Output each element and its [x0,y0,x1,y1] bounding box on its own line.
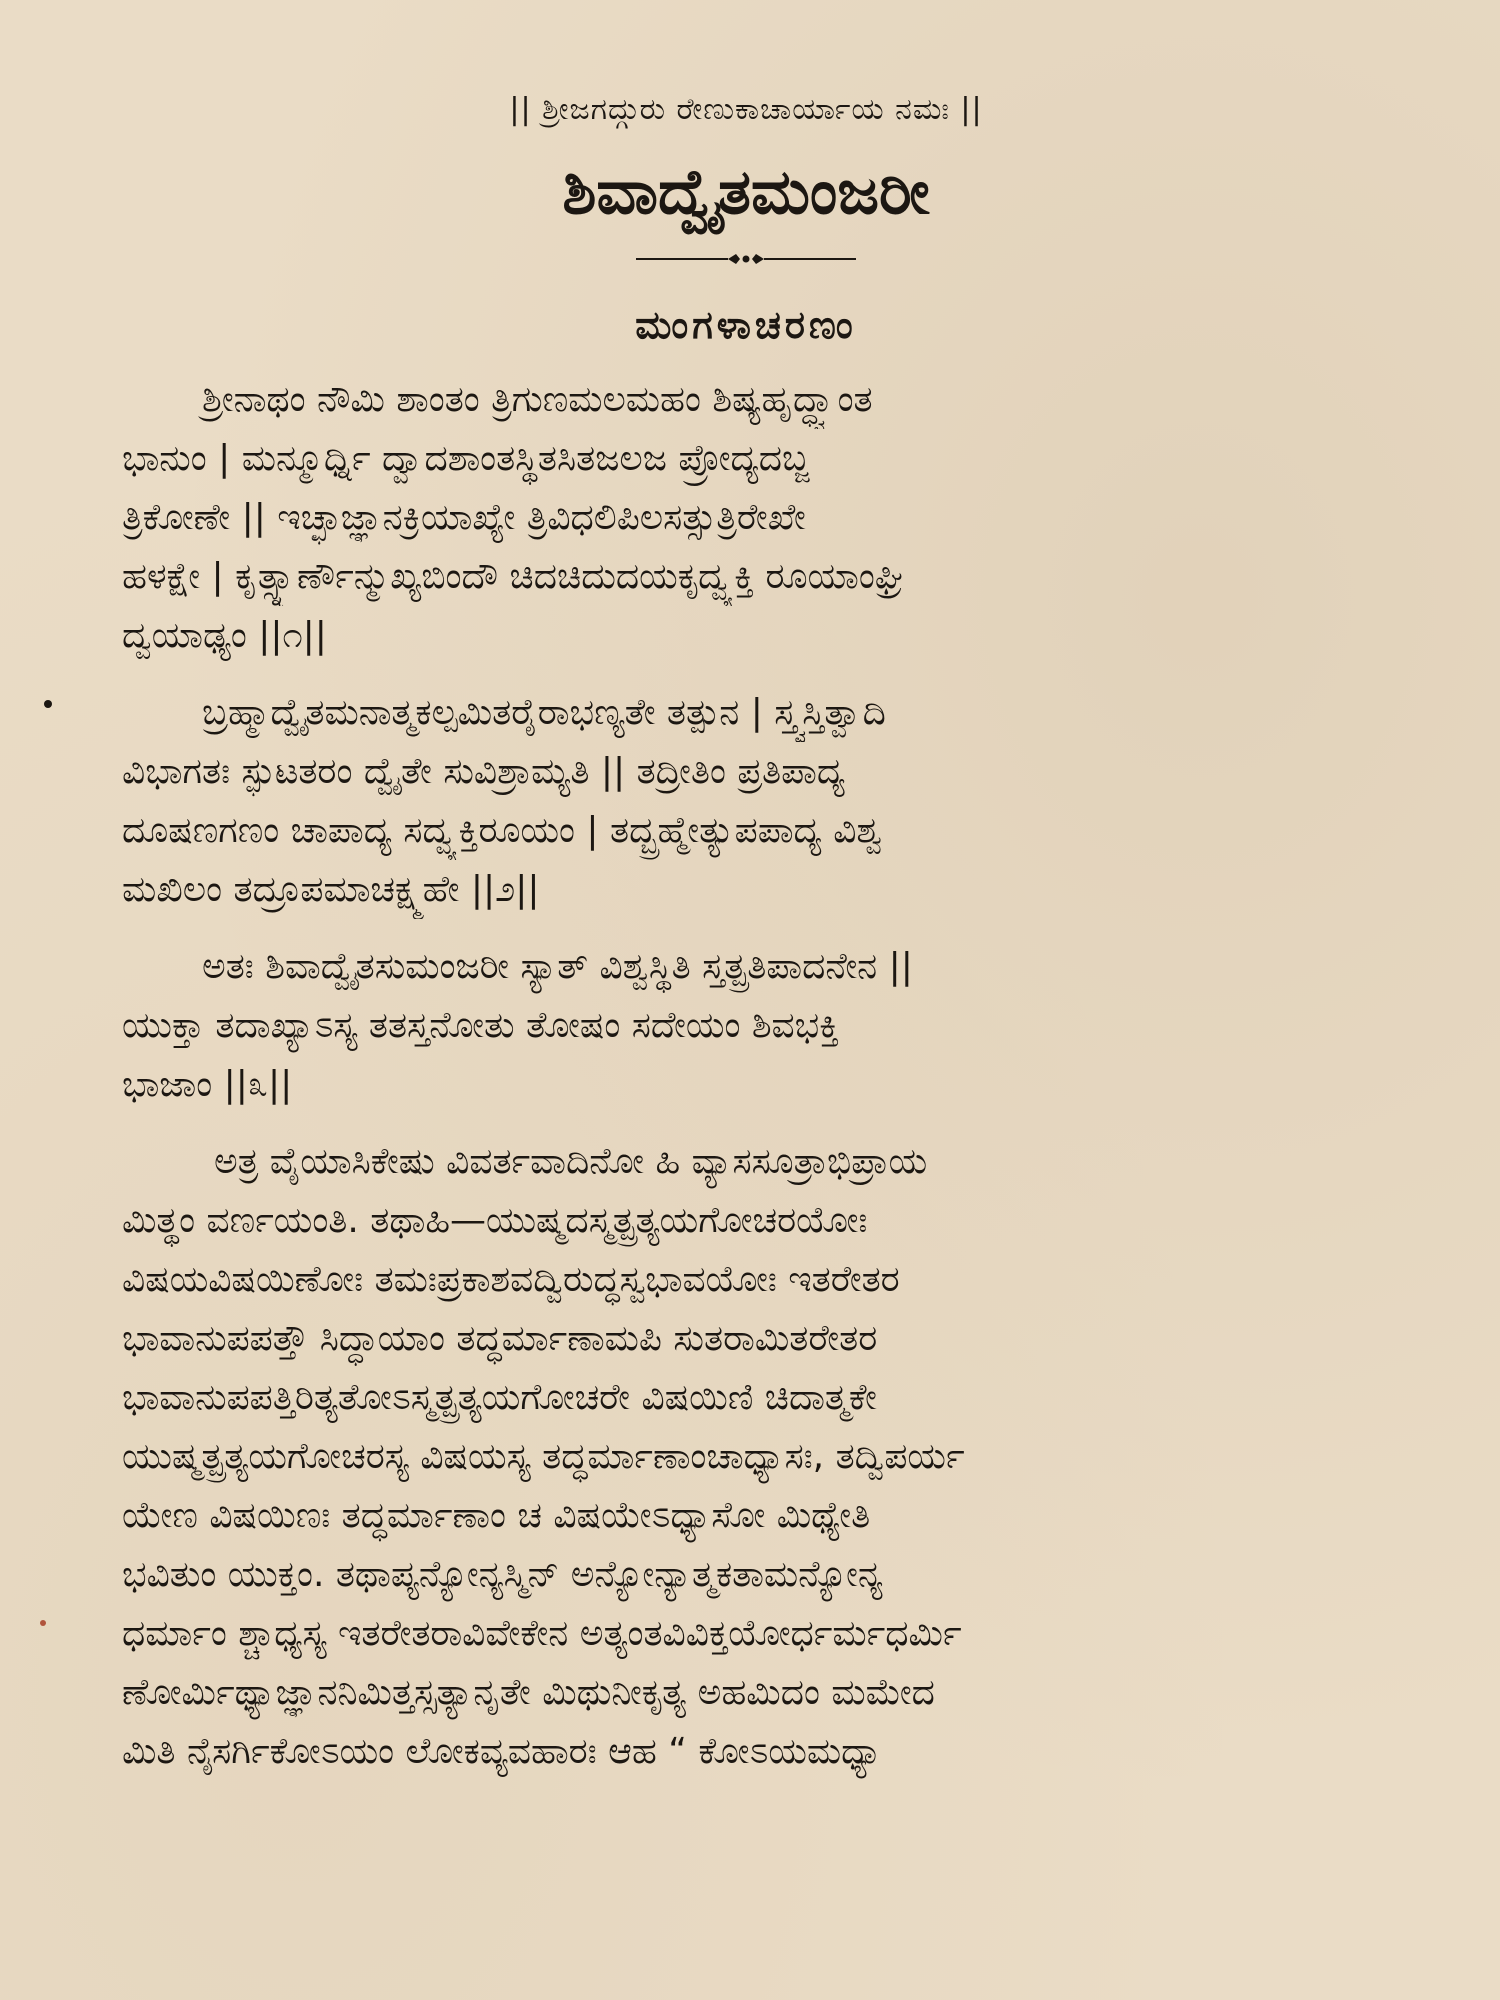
verse-line: ಅತಃ ಶಿವಾದ್ವೈತಸುಮಂಜರೀ ಸ್ಯಾತ್ ವಿಶ್ವಸ್ಥಿತಿ ಸ್ತತ್ಪ್ರತಿಪಾದನೇನ || [202,946,913,987]
verse-line: ದೂಷಣಗಣಂ ಚಾಪಾದ್ಯ ಸದ್ವ್ಯಕ್ತಿರೂಯಂ | ತದ್ಬ್ರಹ್ಮೇತ್ಯುಪಪಾದ್ಯ ವಿಶ್ವ [122,810,883,851]
verse-line: ಹಳಕ್ಷೇ | ಕೃತ್ಸ್ನಾರ್ಣೌನ್ಮುಖ್ಯಬಿಂದೌ ಚಿದಚಿದುದಯಕೃದ್ವ್ಯಕ್ತಿ ರೂಯಾಂಘ್ರಿ [122,556,905,597]
prose-paragraph [122,1132,1370,1781]
prose-line: ಭಾವಾನುಪಪತ್ತಿರಿತ್ಯತೋಽಸ್ಮತ್ಪ್ರತ್ಯಯಗೋಚರೇ ವಿಷಯಿಣಿ ಚಿದಾತ್ಮಕೇ [122,1377,877,1418]
verse-line: ಭಾಜಾಂ ||೩|| [122,1064,293,1105]
prose-line: ಧರ್ಮಾಂ ಶ್ಚಾಧ್ಯಸ್ಯ ಇತರೇತರಾವಿವೇಕೇನ ಅತ್ಯಂತವಿವಿಕ್ತಯೋರ್ಧರ್ಮಧರ್ಮಿ [122,1613,962,1654]
verse-1 [122,370,1370,665]
verse-line: ಮಖಿಲಂ ತದ್ರೂಪಮಾಚಕ್ಷ್ಮಹೇ ||೨|| [122,869,540,910]
page-title: ಶಿವಾದ್ವೈತಮಂಜರೀ [562,155,930,228]
prose-line: ಯೇಣ ವಿಷಯಿಣಃ ತದ್ಧರ್ಮಾಣಾಂ ಚ ವಿಷಯೇಽಧ್ಯಾಸೋ ಮಿಥ್ಯೇತಿ [122,1495,871,1536]
prose-line: ಮಿತಿ ನೈಸರ್ಗಿಕೋಽಯಂ ಲೋಕವ್ಯವಹಾರಃ ಆಹ “ ಕೋಽಯಮಧ್ಯಾ [122,1731,883,1772]
prose-line: ಅತ್ರ ವೈಯಾಸಿಕೇಷು ವಿವರ್ತವಾದಿನೋ ಹಿ ವ್ಯಾಸಸೂತ್ರಾಭಿಪ್ರಾಯ [214,1141,928,1182]
prose-line: ಮಿತ್ಥಂ ವರ್ಣಯಂತಿ. ತಥಾಹಿ—ಯುಷ್ಮದಸ್ಮತ್ಪ್ರತ್ಯಯಗೋಚರಯೋಃ [122,1200,868,1241]
margin-red-mark [40,1620,46,1626]
verse-3 [122,937,1370,1114]
verse-line: ಯುಕ್ತಾ ತದಾಖ್ಯಾಽಸ್ಯ ತತಸ್ತನೋತು ತೋಷಂ ಸದೇಯಂ ಶಿವಭಕ್ತಿ [122,1005,840,1046]
verse-line: ತ್ರಿಕೋಣೇ || ಇಚ್ಛಾಜ್ಞಾನಕ್ರಿಯಾಖ್ಯೇ ತ್ರಿವಿಧಲಿಪಿಲಸತ್ಸುತ್ರಿರೇಖೇ [122,497,806,538]
verse-line: ಭಾನುಂ | ಮನ್ಮೂರ್ಧ್ನಿ ದ್ವಾದಶಾಂತಸ್ಥಿತಸಿತಜಲಜ ಪ್ರೋದ್ಯದಬ್ಜ [122,438,809,479]
verse-line: ಶ್ರೀನಾಥಂ ನೌಮಿ ಶಾಂತಂ ತ್ರಿಗುಣಮಲಮಹಂ ಶಿಷ್ಯಹೃದ್ಧ್ವಾಂತ [202,379,873,420]
verse-2 [122,683,1370,919]
title-ornament [122,251,1370,267]
prose-line: ವಿಷಯವಿಷಯಿಣೋಃ ತಮಃಪ್ರಕಾಶವದ್ವಿರುದ್ಧಸ್ವಭಾವಯೋಃ ಇತರೇತರ [122,1259,900,1300]
section-heading: ಮಂಗಳಾಚರಣಂ [635,303,857,347]
invocation-line: || ಶ್ರೀಜಗದ್ಗುರು ರೇಣುಕಾಚಾರ್ಯಾಯ ನಮಃ || [509,92,983,127]
margin-ink-dot [44,700,52,708]
verse-line: ವಿಭಾಗತಃ ಸ್ಫುಟತರಂ ದ್ವೈತೇ ಸುವಿಶ್ರಾಮ್ಯತಿ || ತದ್ರೀತಿಂ ಪ್ರತಿಪಾದ್ಯ [122,751,846,792]
prose-line: ಭಾವಾನುಪಪತ್ತೌ ಸಿದ್ಧಾಯಾಂ ತದ್ಧರ್ಮಾಣಾಮಪಿ ಸುತರಾಮಿತರೇತರ [122,1318,878,1359]
prose-line: ಣೋರ್ಮಿಥ್ಯಾಜ್ಞಾನನಿಮಿತ್ತಸ್ಸತ್ಯಾನೃತೇ ಮಿಥುನೀಕೃತ್ಯ ಅಹಮಿದಂ ಮಮೇದ [122,1672,935,1713]
verse-line: ಬ್ರಹ್ಮಾದ್ವೈತಮನಾತ್ಮಕಲ್ಪಮಿತರೈರಾಭಣ್ಯತೇ ತತ್ಪುನ | ಸ್ತ್ವಸ್ತಿತ್ವಾದಿ [202,692,886,733]
ornament-rule-icon [636,251,856,267]
verse-line: ದ್ವಯಾಢ್ಯಂ ||೧|| [122,615,327,656]
prose-line: ಭವಿತುಂ ಯುಕ್ತಂ. ತಥಾಪ್ಯನ್ಯೋನ್ಯಸ್ಮಿನ್ ಅನ್ಯೋನ್ಯಾತ್ಮಕತಾಮನ್ಯೋನ್ಯ [122,1554,883,1595]
prose-line: ಯುಷ್ಮತ್ಪ್ರತ್ಯಯಗೋಚರಸ್ಯ ವಿಷಯಸ್ಯ ತದ್ಧರ್ಮಾಣಾಂಚಾಧ್ಯಾಸಃ, ತದ್ವಿಪರ್ಯ [122,1436,965,1477]
